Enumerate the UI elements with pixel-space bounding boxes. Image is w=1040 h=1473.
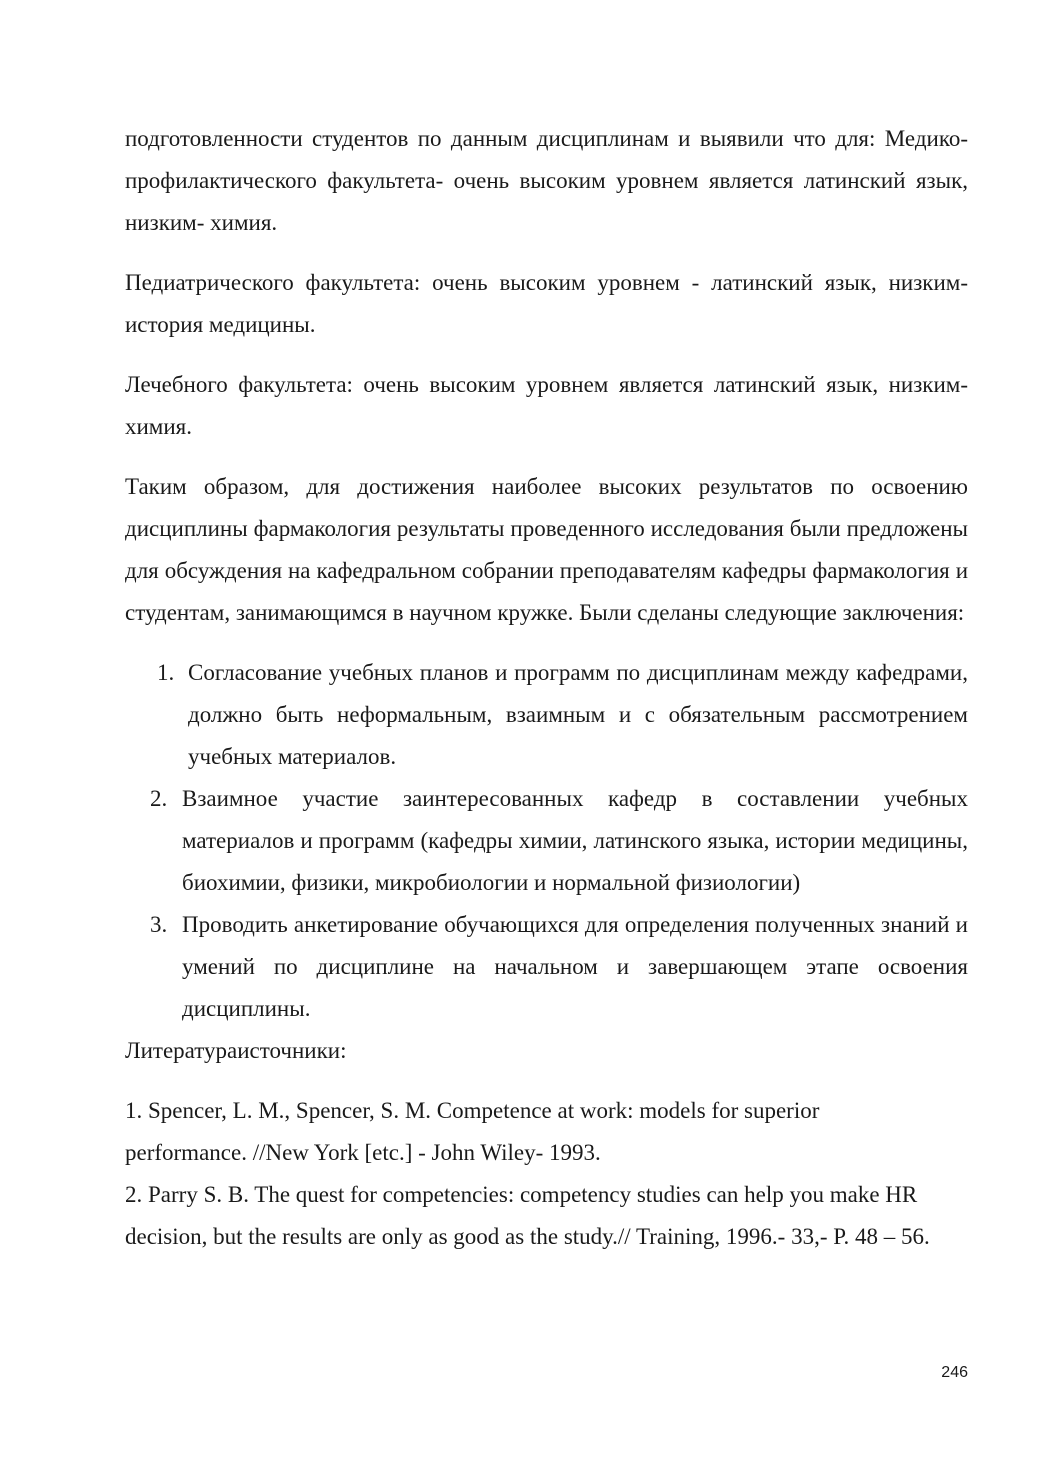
page-number: 246 (941, 1364, 968, 1381)
list-item-text: Проводить анкетирование обучающихся для определения полученных знаний и умений по дисциплине на начальном и завершающем этапе освоения дисциплины. (182, 912, 968, 1021)
list-item-number: 2. (150, 786, 168, 811)
list-item-text: Согласование учебных планов и программ по дисциплинам между кафедрами, должно быть неформальным, взаимным и с обязательным рассмотрением учебных материалов. (188, 660, 968, 769)
conclusions-list (125, 652, 968, 1030)
list-item-text: Взаимное участие заинтересованных кафедр в составлении учебных материалов и программ (кафедры химии, латинского языка, истории медицины, биохимии, физики, микробиологии и нормальной физиологии) (182, 786, 968, 895)
list-item (125, 778, 968, 904)
list-item-number: 3. (150, 912, 168, 937)
list-item (125, 652, 968, 778)
body-paragraph: подготовленности студентов по данным дисциплинам и выявили что для: Медико- профилактического факультета- очень высоким уровнем является латинский язык, низким- химия. (125, 126, 968, 235)
list-item-number: 1. (157, 660, 175, 685)
reference-item: 2. Parry S. B. The quest for competencies: competency studies can help you make HR decision, but the results are only as good as the study.// Training, 1996.- 33,- P. 48 – 56. (125, 1182, 930, 1249)
body-paragraph: Педиатрического факультета: очень высоким уровнем - латинский язык, низким- история медицины. (125, 270, 968, 337)
list-item (125, 904, 968, 1030)
document-page (125, 118, 968, 1258)
references-heading: Литератураисточники: (125, 1038, 347, 1063)
reference-item: 1. Spencer, L. M., Spencer, S. M. Competence at work: models for superior performance. //New York [etc.] - John Wiley- 1993. (125, 1098, 820, 1165)
body-paragraph: Лечебного факультета: очень высоким уровнем является латинский язык, низким- химия. (125, 372, 968, 439)
body-paragraph: Таким образом, для достижения наиболее высоких результатов по освоению дисциплины фармакология результаты проведенного исследования были предложены для обсуждения на кафедральном собрании преподавателям кафедры фармакология и студентам, занимающимся в научном кружке. Были сделаны следующие заключения: (125, 474, 968, 625)
